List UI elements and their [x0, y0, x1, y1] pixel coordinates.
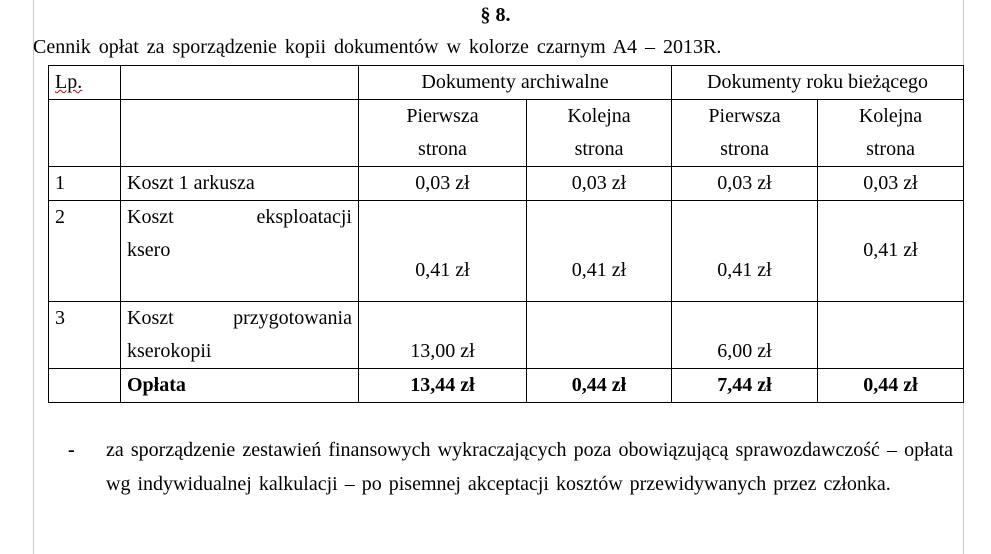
row-archival-next	[527, 302, 672, 369]
section-heading: § 8.	[480, 4, 511, 26]
total-label: Opłata	[121, 369, 359, 403]
table-row	[49, 302, 964, 369]
row-lp: 2	[49, 201, 121, 302]
note-bullet: -	[68, 439, 75, 461]
table-header-row	[49, 66, 964, 100]
total-current-next: 0,44 zł	[818, 369, 964, 403]
row-archival-first: 13,00 zł	[359, 302, 527, 369]
row-current-first: 6,00 zł	[672, 302, 818, 369]
row-archival-next: 0,03 zł	[527, 167, 672, 201]
table-row	[49, 167, 964, 201]
note-text: za sporządzenie zestawień finansowych wykraczających poza obowiązującą sprawozdawczość – opłata wg indywidualnej kalkulacji – po pisemnej akceptacji kosztów przewidywanych przez członka.	[106, 439, 953, 495]
desc-header-cell	[121, 66, 359, 100]
row-current-first: 0,41 zł	[672, 201, 818, 302]
page-margin-left	[33, 0, 34, 554]
archival-first-page-header: Pierwsza strona	[359, 100, 527, 167]
archival-next-page-header: Kolejna strona	[527, 100, 672, 167]
table-row	[49, 201, 964, 302]
table-subheader-row	[49, 100, 964, 167]
row-lp: 1	[49, 167, 121, 201]
current-year-header: Dokumenty roku bieżącego	[672, 66, 964, 100]
row-archival-next: 0,41 zł	[527, 201, 672, 302]
row-desc: Koszt przygotowania kserokopii	[121, 302, 359, 369]
lp-header-cell	[49, 66, 121, 100]
total-archival-first: 13,44 zł	[359, 369, 527, 403]
table-total-row	[49, 369, 964, 403]
row-current-first: 0,03 zł	[672, 167, 818, 201]
row-desc: Koszt 1 arkusza	[121, 167, 359, 201]
total-current-first: 7,44 zł	[672, 369, 818, 403]
table-caption: Cennik opłat za sporządzenie kopii dokumentów w kolorze czarnym A4 – 2013R.	[33, 36, 722, 58]
total-archival-next: 0,44 zł	[527, 369, 672, 403]
row-lp: 3	[49, 302, 121, 369]
row-current-next: 0,03 zł	[818, 167, 964, 201]
archival-header: Dokumenty archiwalne	[359, 66, 672, 100]
row-current-next: 0,41 zł	[818, 201, 964, 302]
row-current-next	[818, 302, 964, 369]
lp-header: Lp.	[55, 71, 83, 93]
row-archival-first: 0,03 zł	[359, 167, 527, 201]
row-desc: Koszt eksploatacji ksero	[121, 201, 359, 302]
current-first-page-header: Pierwsza strona	[672, 100, 818, 167]
current-next-page-header: Kolejna strona	[818, 100, 964, 167]
fee-table	[48, 65, 964, 403]
row-archival-first: 0,41 zł	[359, 201, 527, 302]
note-paragraph	[68, 433, 953, 501]
